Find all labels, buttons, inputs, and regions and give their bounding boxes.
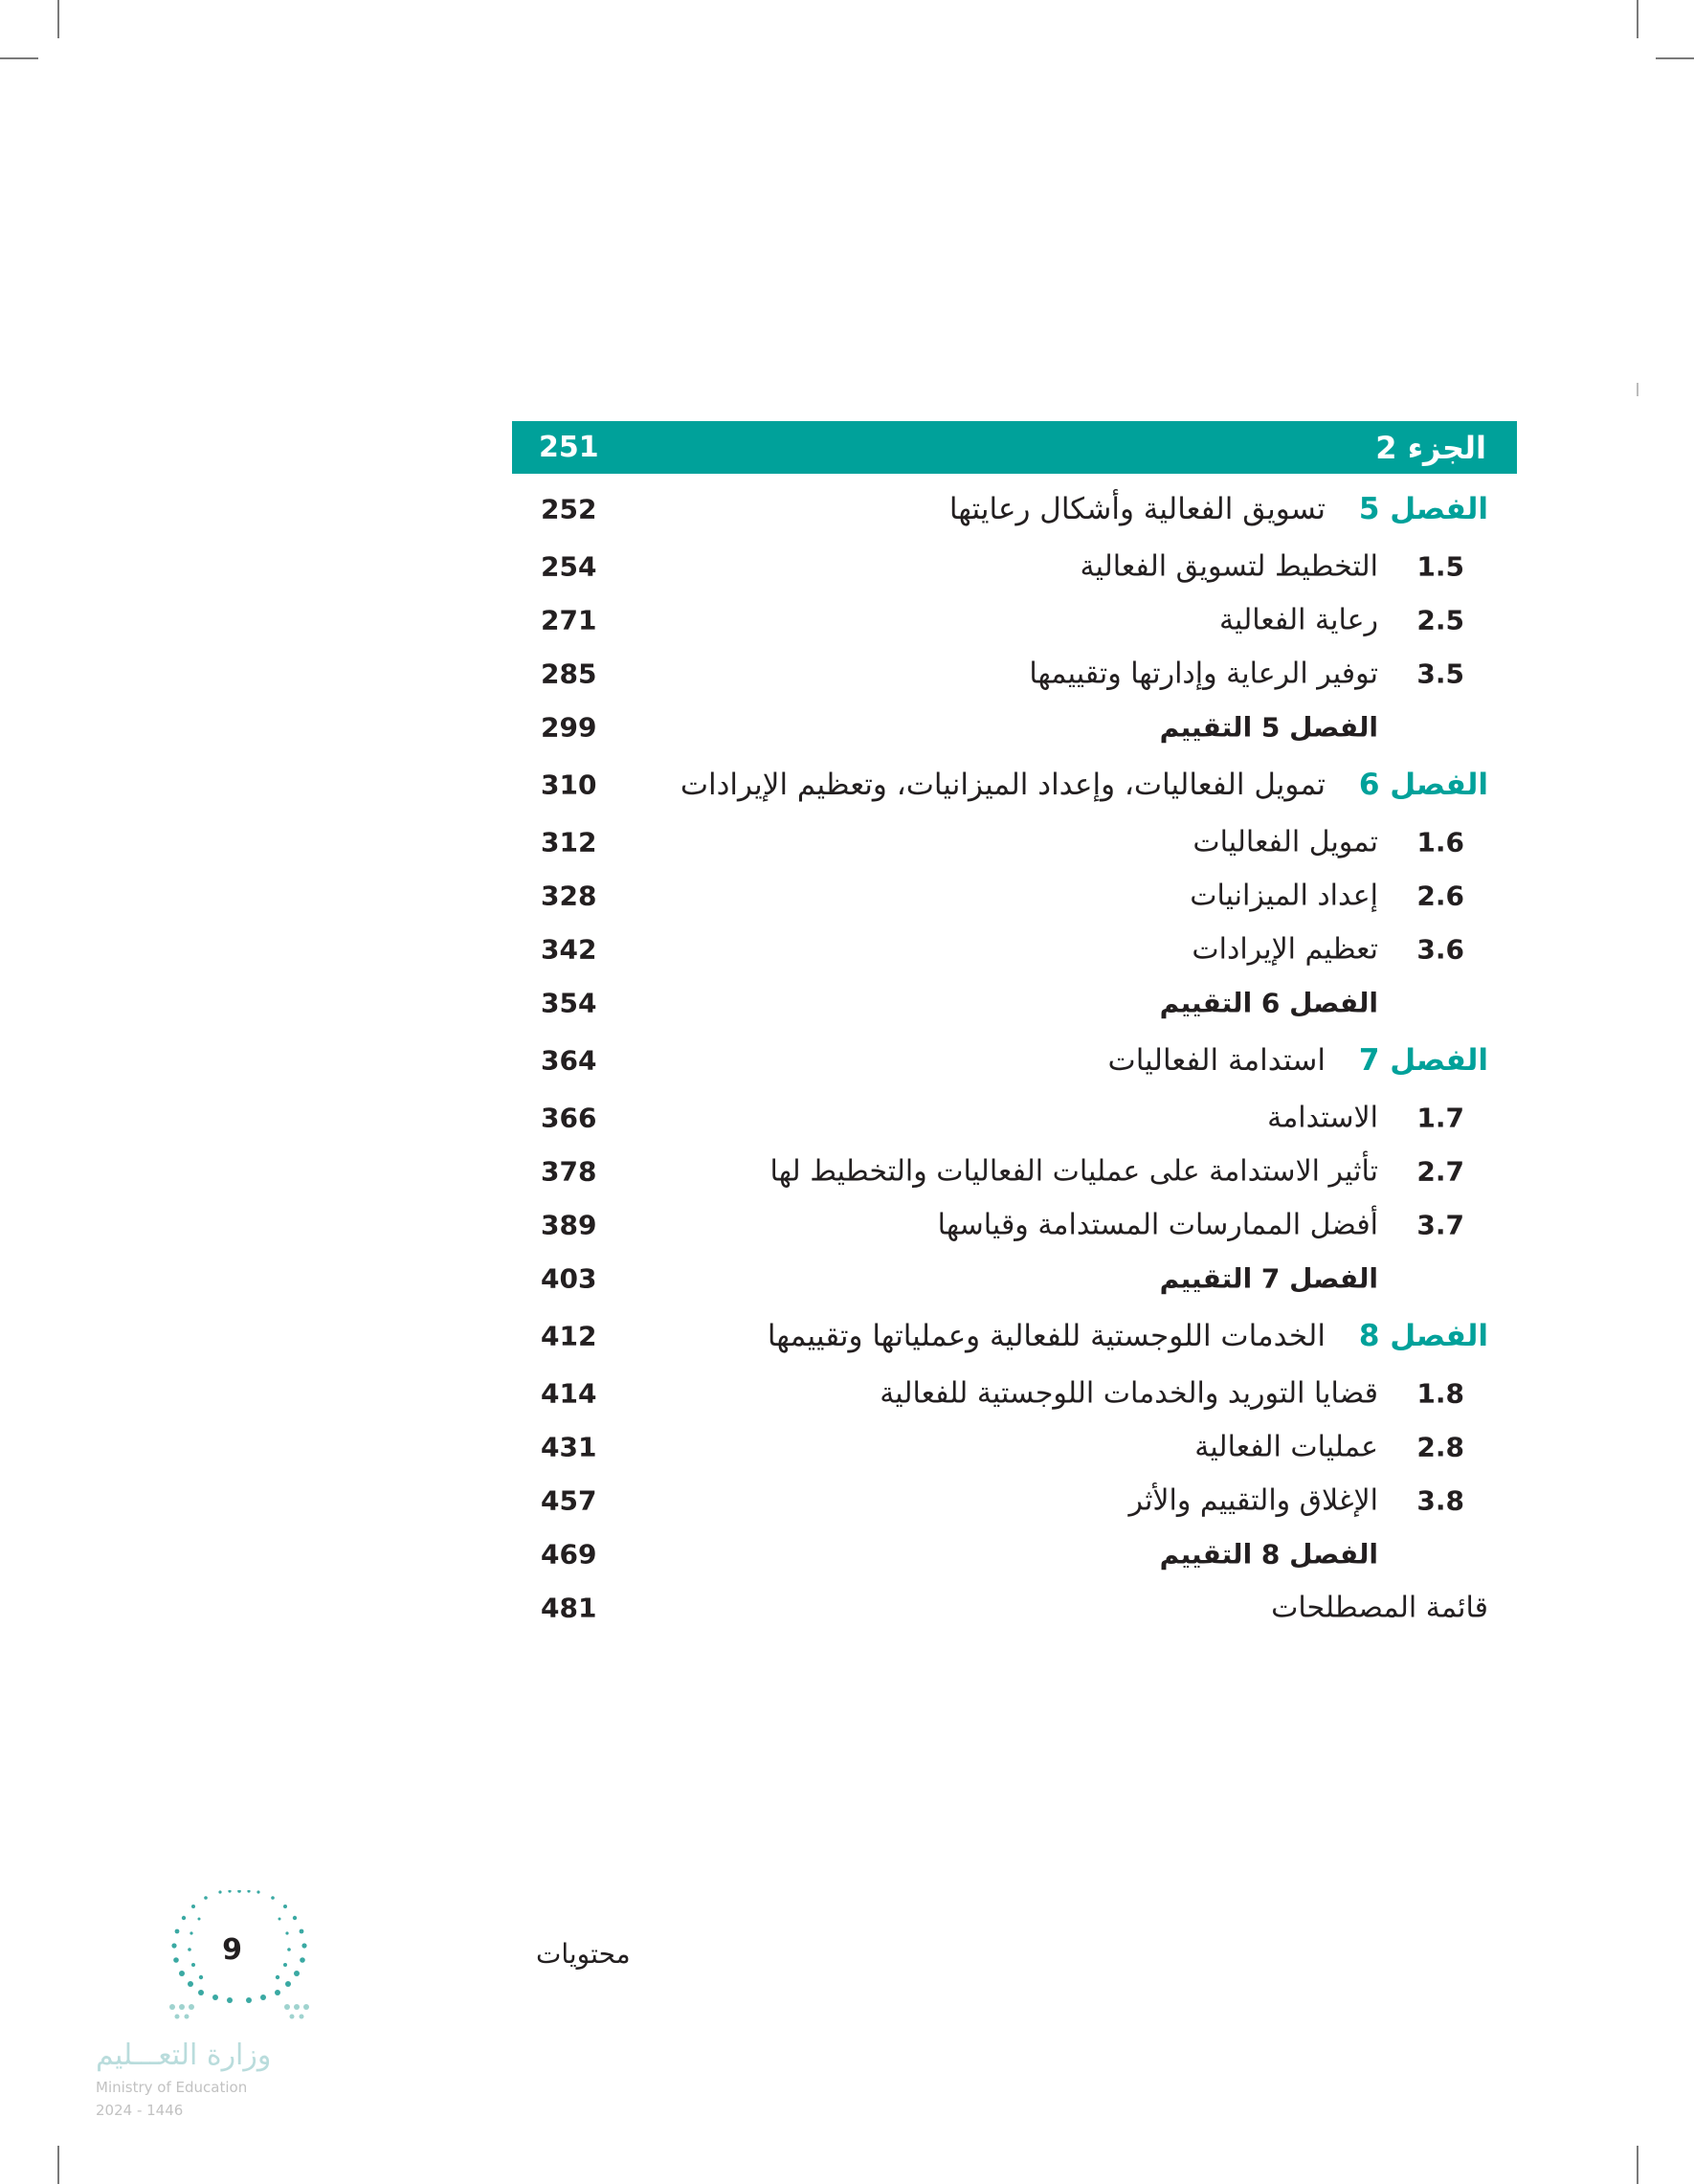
page-number: 271 [541, 604, 597, 636]
section-title: الإغلاق والتقييم والأثر [1128, 1483, 1378, 1518]
section-number: 1.8 [1416, 1377, 1464, 1410]
ministry-name-english: Ministry of Education [96, 2079, 248, 2096]
crop-mark [0, 57, 38, 59]
chapter-title: استدامة الفعاليات [1107, 1043, 1326, 1078]
page-number: 378 [541, 1155, 597, 1188]
page-number: 285 [541, 657, 597, 690]
assessment-row[interactable] [512, 1527, 1517, 1581]
chapter-label: الفصل 7 [1358, 1043, 1488, 1078]
assessment-title: الفصل 8 التقييم [1159, 1538, 1378, 1571]
page-number: 328 [541, 880, 597, 912]
table-of-contents [512, 479, 1517, 1635]
section-title: التخطيط لتسويق الفعالية [1080, 549, 1378, 584]
section-number: 2.6 [1416, 880, 1464, 912]
assessment-row[interactable] [512, 976, 1517, 1030]
section-number: 1.7 [1416, 1102, 1464, 1134]
section-title: رعاية الفعالية [1218, 603, 1378, 637]
section-title: إعداد الميزانيات [1190, 879, 1378, 913]
assessment-title: الفصل 7 التقييم [1159, 1262, 1378, 1295]
section-row[interactable] [512, 540, 1517, 593]
section-title: قضايا التوريد والخدمات اللوجستية للفعالية [880, 1376, 1378, 1411]
section-number: 2.7 [1416, 1155, 1464, 1188]
ministry-name-arabic: وزارة التعـــليم [96, 2039, 272, 2072]
section-title: توفير الرعاية وإدارتها وتقييمها [1029, 657, 1378, 691]
page-number: 254 [541, 550, 597, 583]
glossary-title: قائمة المصطلحات [1271, 1591, 1488, 1625]
chapter-label: الفصل 5 [1358, 492, 1488, 526]
page-number-footer: 9 [222, 1933, 242, 1967]
section-number: 3.5 [1416, 657, 1464, 690]
chapter-row[interactable] [512, 1305, 1517, 1367]
assessment-title: الفصل 6 التقييم [1159, 987, 1378, 1019]
section-row[interactable] [512, 1420, 1517, 1474]
page-number: 252 [541, 493, 597, 525]
part-label: الجزء 2 [1375, 429, 1486, 466]
section-number: 3.8 [1416, 1484, 1464, 1517]
section-row[interactable] [512, 1367, 1517, 1420]
page-number: 469 [541, 1538, 597, 1571]
section-row[interactable] [512, 1145, 1517, 1198]
section-number: 3.6 [1416, 933, 1464, 966]
section-row[interactable] [512, 923, 1517, 976]
section-row[interactable] [512, 869, 1517, 923]
part-page: 251 [539, 431, 599, 464]
chapter-title: تسويق الفعالية وأشكال رعايتها [948, 492, 1326, 526]
page-number: 364 [541, 1044, 597, 1077]
part-header [512, 421, 1517, 474]
chapter-label: الفصل 8 [1358, 1319, 1488, 1353]
section-title: تأثير الاستدامة على عمليات الفعاليات والتخطيط لها [769, 1154, 1378, 1189]
section-title: الاستدامة [1267, 1101, 1378, 1135]
section-number: 2.8 [1416, 1431, 1464, 1463]
page-number: 481 [541, 1592, 597, 1624]
crop-mark [1637, 0, 1638, 38]
assessment-row[interactable] [512, 701, 1517, 754]
section-row[interactable] [512, 1091, 1517, 1145]
section-number: 1.5 [1416, 550, 1464, 583]
page-number: 414 [541, 1377, 597, 1410]
section-row[interactable] [512, 1198, 1517, 1252]
section-number: 3.7 [1416, 1209, 1464, 1241]
ministry-year: 2024 - 1446 [96, 2102, 184, 2119]
chapter-label: الفصل 6 [1358, 768, 1488, 802]
page-number: 457 [541, 1484, 597, 1517]
section-number: 1.6 [1416, 826, 1464, 858]
glossary-row[interactable] [512, 1581, 1517, 1635]
chapter-row[interactable] [512, 479, 1517, 540]
page-number: 312 [541, 826, 597, 858]
chapter-title: تمويل الفعاليات، وإعداد الميزانيات، وتعظيم الإيرادات [680, 768, 1326, 802]
section-title: أفضل الممارسات المستدامة وقياسها [937, 1208, 1378, 1242]
page-number: 389 [541, 1209, 597, 1241]
assessment-title: الفصل 5 التقييم [1159, 711, 1378, 744]
page-number: 412 [541, 1320, 597, 1352]
crop-mark [57, 2146, 59, 2184]
section-title: عمليات الفعالية [1194, 1430, 1378, 1464]
footer-section-label: محتويات [536, 1938, 631, 1970]
crop-mark [57, 0, 59, 38]
section-title: تمويل الفعاليات [1192, 825, 1378, 859]
section-row[interactable] [512, 593, 1517, 647]
section-row[interactable] [512, 815, 1517, 869]
chapter-row[interactable] [512, 754, 1517, 815]
page-number: 310 [541, 769, 597, 801]
page-number: 366 [541, 1102, 597, 1134]
section-number: 2.5 [1416, 604, 1464, 636]
section-row[interactable] [512, 647, 1517, 701]
page-number: 403 [541, 1262, 597, 1295]
section-title: تعظيم الإيرادات [1192, 932, 1378, 967]
chapter-row[interactable] [512, 1030, 1517, 1091]
page-number: 342 [541, 933, 597, 966]
chapter-title: الخدمات اللوجستية للفعالية وعملياتها وتقييمها [767, 1319, 1326, 1353]
page-number: 354 [541, 987, 597, 1019]
crop-mark [1637, 2146, 1638, 2184]
page-number: 299 [541, 711, 597, 744]
page-number: 431 [541, 1431, 597, 1463]
crop-mark [1656, 57, 1694, 59]
margin-mark [1637, 383, 1638, 396]
assessment-row[interactable] [512, 1252, 1517, 1305]
section-row[interactable] [512, 1474, 1517, 1527]
